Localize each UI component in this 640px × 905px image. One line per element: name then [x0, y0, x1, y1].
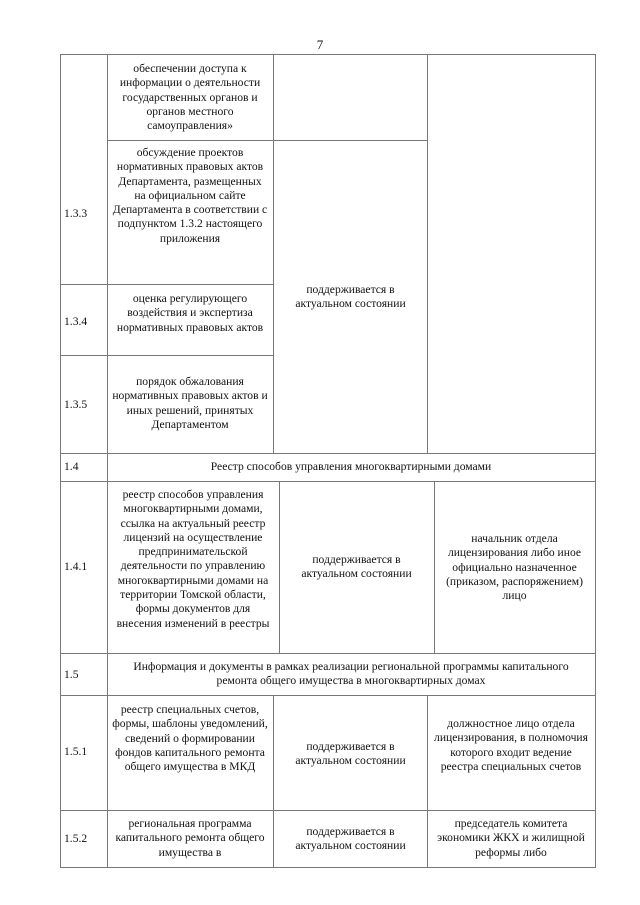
cell-text: обсуждение проектов нормативных правовых актов Департамента, размещенных на официальном сайте Департамента в соответствии с подпунктом 1.3.2 настоящего приложения [112, 146, 268, 245]
row-number: 1.5.1 [64, 745, 88, 758]
row-number: 1.3.5 [64, 398, 88, 411]
row-number: 1.5.2 [64, 832, 88, 845]
row-number: 1.3.4 [64, 315, 88, 328]
status-cell: поддерживается в актуальном состоянии [295, 283, 406, 311]
row-number: 1.4.1 [64, 560, 88, 573]
section-title: Информация и документы в рамках реализации региональной программы капитального ремонта общего имущества в многоквартирных домах [133, 660, 569, 688]
responsible-cell: начальник отдела лицензирования либо иное официально назначенное (приказом, распоряжением) лицо [446, 532, 583, 603]
cell-text: порядок обжалования нормативных правовых актов и иных решений, принятых Департаментом [112, 375, 268, 431]
cell-text: реестр способов управления многоквартирными домами, ссылка на актуальный реестр лицензий на осуществление предпринимательской деятельности по управлению многоквартирными домами на территории Томской области, формы документов для внесения изменений в реестры [116, 488, 270, 630]
cell-text: обеспечении доступа к информации о деятельности государственных органов и органов местного самоуправления» [119, 62, 261, 133]
row-number: 1.5 [64, 668, 79, 681]
section-title: Реестр способов управления многоквартирными домами [210, 460, 492, 473]
cell-text: реестр специальных счетов, формы, шаблоны уведомлений, сведений о формировании фондов капитального ремонта общего имущества в МКД [112, 703, 268, 774]
cell-text: региональная программа капитального ремонта общего имущества в [115, 817, 265, 859]
cell-text: оценка регулирующего воздействия и экспертиза нормативных правовых актов [116, 292, 264, 334]
status-cell: поддерживается в актуальном состоянии [301, 553, 412, 581]
responsible-cell: должностное лицо отдела лицензирования, в полномочия которого входит ведение реестра специальных счетов [434, 717, 588, 773]
row-number: 1.3.3 [64, 207, 88, 220]
status-cell: поддерживается в актуальном состоянии [295, 825, 406, 853]
row-number: 1.4 [64, 460, 79, 473]
status-cell: поддерживается в актуальном состоянии [295, 740, 406, 768]
responsible-cell: председатель комитета экономики ЖКХ и жилищной реформы либо [437, 817, 585, 859]
page-number: 7 [316, 37, 324, 52]
